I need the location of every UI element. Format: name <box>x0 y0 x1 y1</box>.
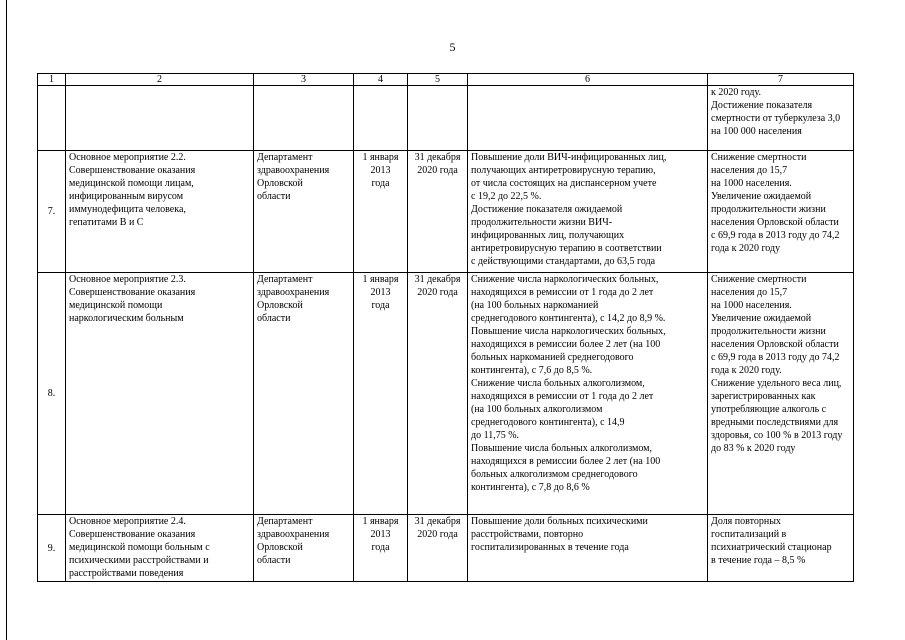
page-number: 5 <box>449 40 456 54</box>
program-table <box>37 73 854 582</box>
header-cell: 5 <box>408 74 468 86</box>
indicators-cell: Повышение доли больных психическими расстройствами, повторно госпитализированных в течение года <box>468 515 708 582</box>
executor-cell: Департамент здравоохранения Орловской области <box>254 273 354 515</box>
result-cell: Доля повторных госпитализаций в психиатрический стационар в течение года – 8,5 % <box>708 515 854 582</box>
header-cell: 4 <box>354 74 408 86</box>
event-cell: Основное мероприятие 2.3. Совершенствование оказания медицинской помощи наркологическим больным <box>66 273 254 515</box>
table-header-row <box>38 74 854 86</box>
header-cell: 3 <box>254 74 354 86</box>
indicators-cell: Повышение доли ВИЧ-инфицированных лиц, получающих антиретровирусную терапию, от числа состоящих на диспансерном учете с 19,2 до 22,5 %. Достижение показателя ожидаемой продолжительности жизни ВИЧ- инфицированных лиц, получающих антиретровирусную терапию в соответствии с действующими стандартами, до 63,5 года <box>468 151 708 273</box>
page-edge-rule <box>6 0 7 640</box>
indicators-cell: Снижение числа наркологических больных, находящихся в ремиссии от 1 года до 2 лет (на 100 больных наркоманией среднегодового контингента), с 14,2 до 8,9 %. Повышение числа наркологических больных, находящихся в ремиссии более 2 лет (на 100 больных наркоманией среднегодового контингента), с 7,6 до 8,5 %. Снижение числа больных алкоголизмом, находящихся в ремиссии от 1 года до 2 лет (на 100 больных алкоголизмом среднегодового контингента), с 14,9 до 11,75 %. Повышение числа больных алкоголизмом, находящихся в ремиссии более 2 лет (на 100 больных алкоголизмом среднегодового контингента), с 7,8 до 8,6 % <box>468 273 708 515</box>
result-cell: к 2020 году. Достижение показателя смертности от туберкулеза 3,0 на 100 000 населения <box>708 86 854 151</box>
event-cell: Основное мероприятие 2.4. Совершенствование оказания медицинской помощи больным с психическими расстройствами и расстройствами поведения <box>66 515 254 582</box>
start-date-cell <box>354 86 408 151</box>
executor-cell: Департамент здравоохранения Орловской области <box>254 515 354 582</box>
header-cell: 1 <box>38 74 66 86</box>
result-cell: Снижение смертности населения до 15,7 на 1000 населения. Увеличение ожидаемой продолжительности жизни населения Орловской области с 69,9 года в 2013 году до 74,2 года к 2020 году <box>708 151 854 273</box>
header-cell: 6 <box>468 74 708 86</box>
event-cell <box>66 86 254 151</box>
start-date-cell: 1 января 2013 года <box>354 515 408 582</box>
row-number: 8. <box>38 273 66 515</box>
table-row <box>38 151 854 273</box>
end-date-cell: 31 декабря 2020 года <box>408 515 468 582</box>
executor-cell: Департамент здравоохранения Орловской области <box>254 151 354 273</box>
table-row <box>38 273 854 515</box>
table-row <box>38 86 854 151</box>
start-date-cell: 1 января 2013 года <box>354 273 408 515</box>
executor-cell <box>254 86 354 151</box>
indicators-cell <box>468 86 708 151</box>
header-cell: 2 <box>66 74 254 86</box>
end-date-cell <box>408 86 468 151</box>
header-cell: 7 <box>708 74 854 86</box>
event-cell: Основное мероприятие 2.2. Совершенствование оказания медицинской помощи лицам, инфицированным вирусом иммунодефицита человека, гепатитами В и С <box>66 151 254 273</box>
row-number <box>38 86 66 151</box>
end-date-cell: 31 декабря 2020 года <box>408 151 468 273</box>
row-number: 7. <box>38 151 66 273</box>
table-row <box>38 515 854 582</box>
result-cell: Снижение смертности населения до 15,7 на 1000 населения. Увеличение ожидаемой продолжительности жизни населения Орловской области с 69,9 года в 2013 году до 74,2 года к 2020 году. Снижение удельного веса лиц, зарегистрированных как употребляющие алкоголь с вредными последствиями для здоровья, со 100 % в 2013 году до 83 % к 2020 году <box>708 273 854 515</box>
start-date-cell: 1 января 2013 года <box>354 151 408 273</box>
row-number: 9. <box>38 515 66 582</box>
end-date-cell: 31 декабря 2020 года <box>408 273 468 515</box>
